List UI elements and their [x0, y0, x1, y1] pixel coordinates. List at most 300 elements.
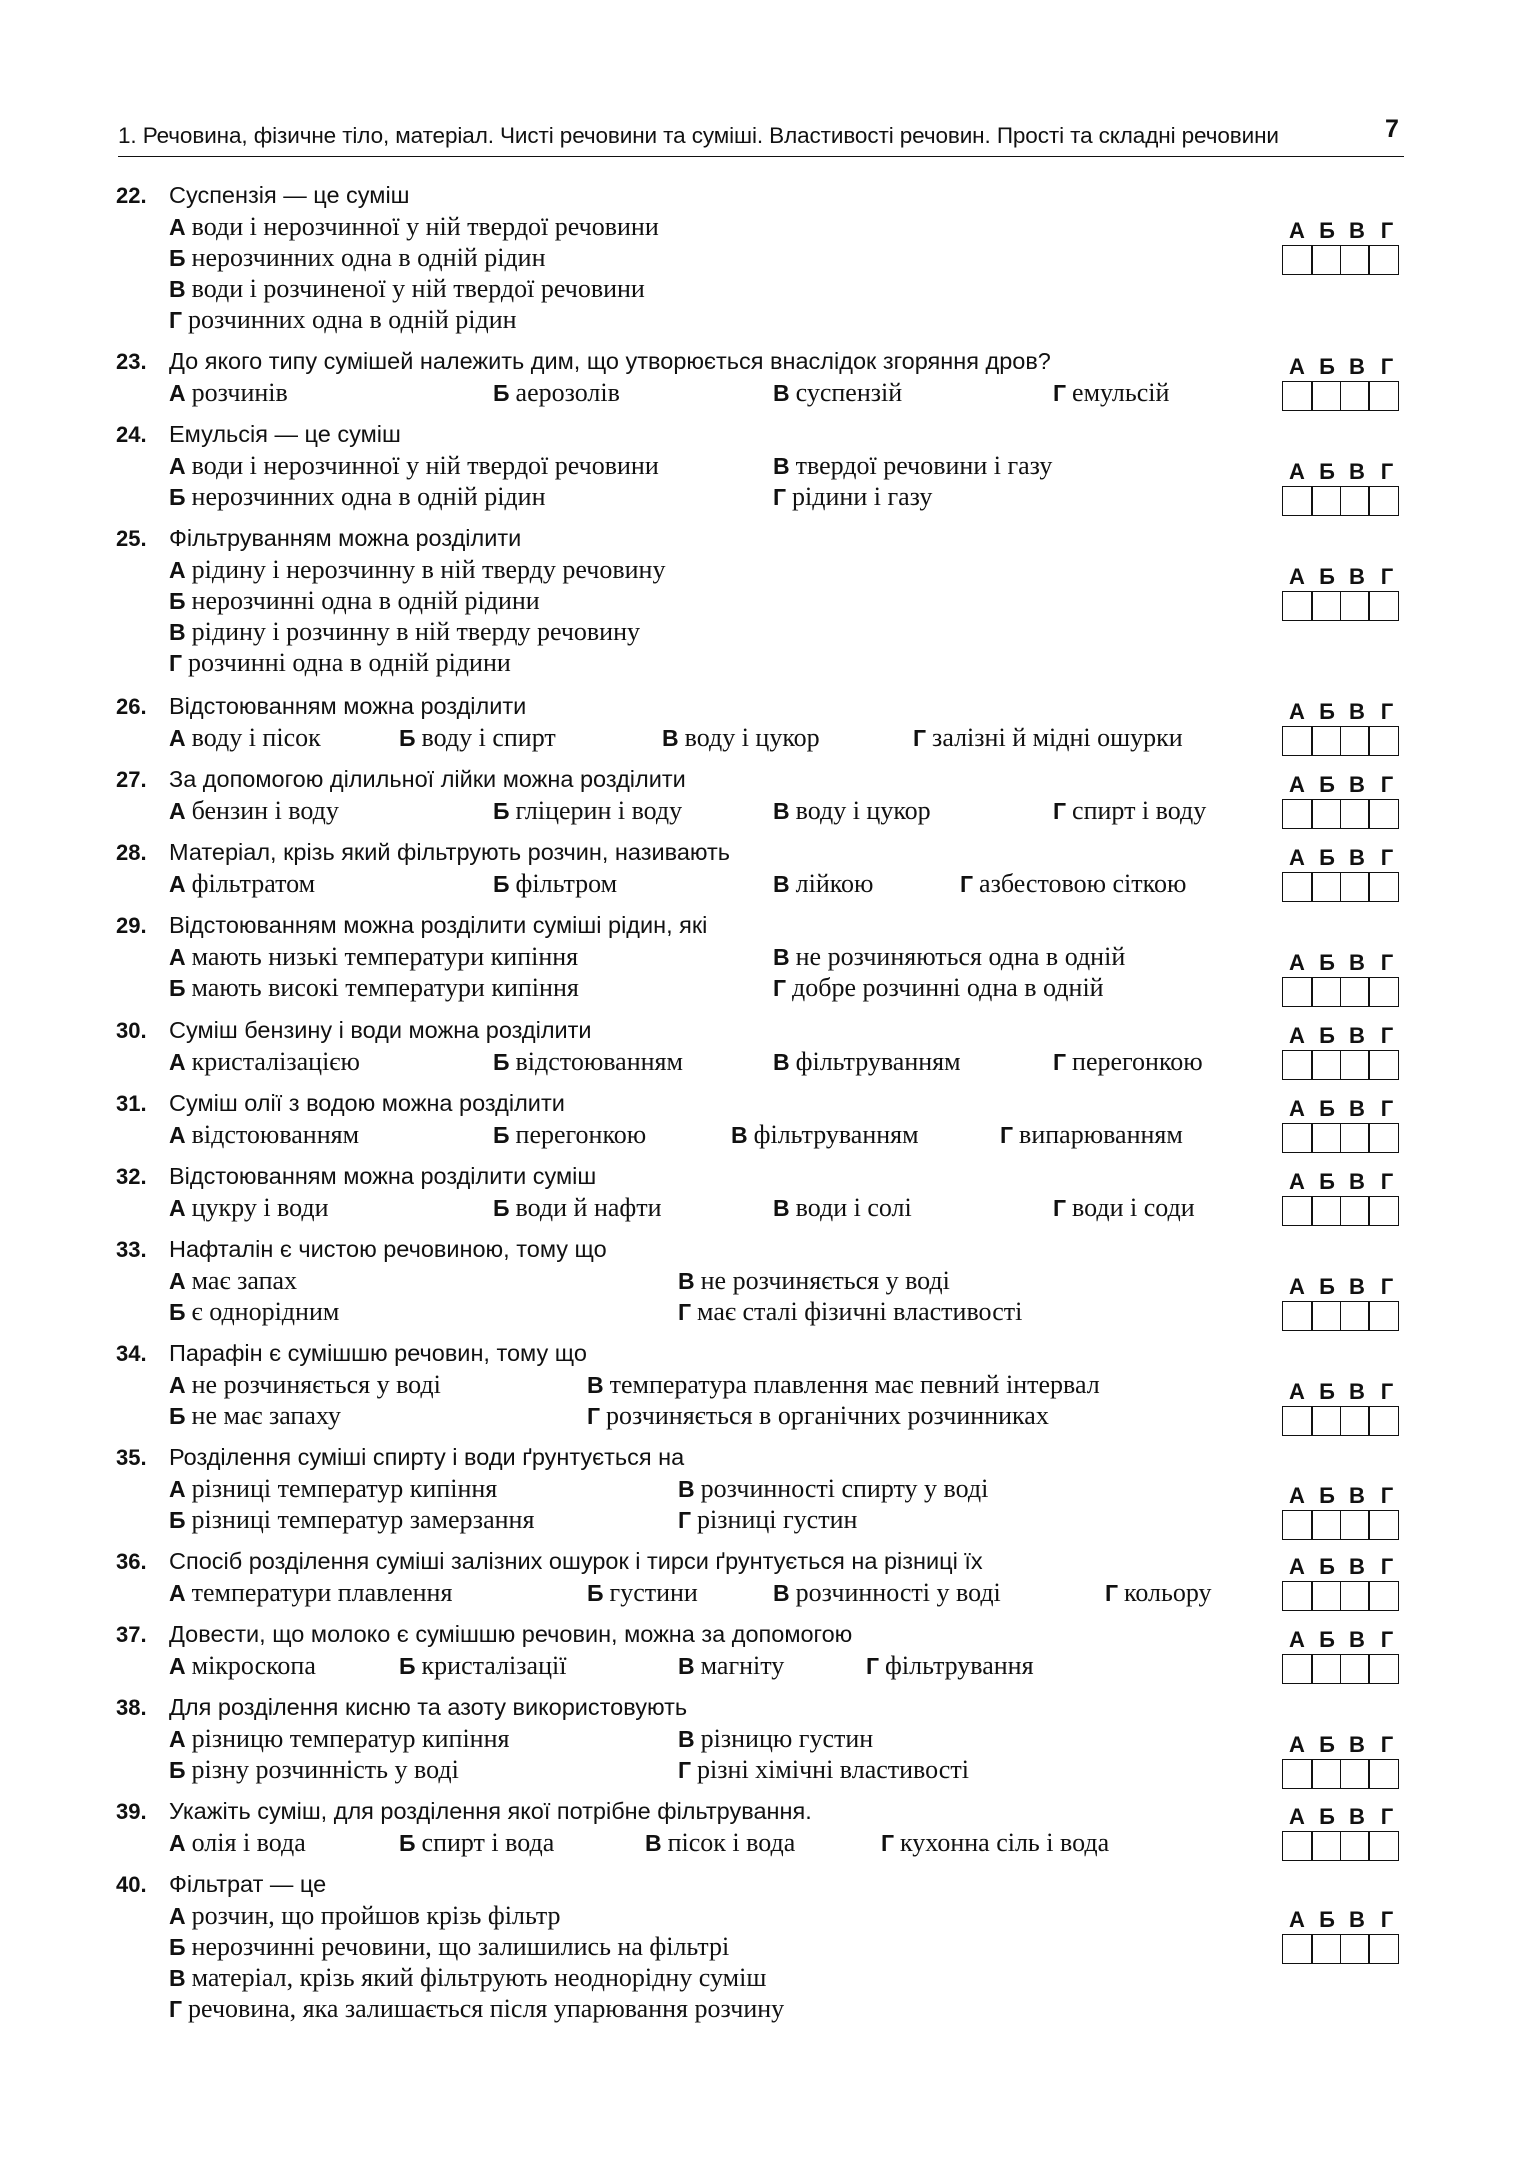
answer-checkbox[interactable] [1282, 1510, 1313, 1540]
answer-option [169, 1192, 329, 1224]
option-letter: Г [1000, 1122, 1014, 1148]
answer-checkbox[interactable] [1368, 1654, 1399, 1684]
option-text: речовина, яка залишається після упарювання розчину [188, 1994, 785, 2023]
option-letter: Б [399, 725, 416, 751]
answer-option [773, 377, 902, 409]
answer-checkbox[interactable] [1340, 1301, 1371, 1331]
option-text: нерозчинних одна в одній рідин [191, 243, 546, 272]
answer-option [493, 1046, 683, 1078]
answer-grid-letter: А [1289, 1379, 1305, 1404]
option-text: різниці температур замерзання [191, 1505, 535, 1534]
answer-option [169, 554, 665, 586]
option-text: спирт і вода [421, 1828, 555, 1857]
answer-option [678, 1723, 873, 1755]
option-text: суспензій [795, 378, 903, 407]
answer-grid-header [1282, 1553, 1404, 1580]
option-text: має сталі фізичні властивості [697, 1297, 1023, 1326]
answer-checkbox[interactable] [1282, 591, 1313, 621]
answer-option [169, 1650, 316, 1682]
option-letter: А [169, 1653, 186, 1679]
answer-grid-letter: В [1349, 1023, 1365, 1048]
answer-checkbox[interactable] [1311, 1510, 1342, 1540]
answer-grid-letter: Б [1319, 1096, 1335, 1121]
answer-checkbox[interactable] [1340, 1123, 1371, 1153]
question-stem: За допомогою ділильної лійки можна розділити [169, 766, 686, 792]
option-text: має запах [191, 1266, 298, 1295]
answer-grid-header [1282, 1482, 1404, 1509]
option-text: різницю густин [700, 1724, 874, 1753]
option-text: мають низькі температури кипіння [191, 942, 579, 971]
answer-grid-letter: В [1349, 218, 1365, 243]
answer-option [169, 1962, 766, 1994]
option-text: лійкою [795, 869, 874, 898]
answer-checkbox[interactable] [1368, 1123, 1399, 1153]
answer-checkbox[interactable] [1282, 1301, 1313, 1331]
answer-option [678, 1504, 857, 1536]
option-letter: Г [773, 975, 787, 1001]
option-letter: А [169, 1268, 186, 1294]
answer-option [169, 304, 517, 336]
option-letter: А [169, 453, 186, 479]
answer-grid-letter: В [1349, 459, 1365, 484]
question-number: 37. [116, 1622, 147, 1647]
answer-grid-letter: Г [1380, 1732, 1394, 1757]
question-number: 33. [116, 1237, 147, 1262]
answer-grid [1282, 1803, 1404, 1861]
answer-checkbox[interactable] [1340, 1654, 1371, 1684]
option-letter: В [678, 1268, 695, 1294]
option-text: розчинності у воді [795, 1578, 1001, 1607]
option-text: не має запаху [191, 1401, 341, 1430]
answer-checkbox[interactable] [1340, 1759, 1371, 1789]
option-text: рідину і розчинну в ній тверду речовину [191, 617, 641, 646]
option-letter: Г [1053, 380, 1067, 406]
question-stem: Відстоюванням можна розділити суміш [169, 1163, 597, 1189]
answer-grid-letter: Г [1380, 354, 1394, 379]
question-stem: До якого типу сумішей належить дим, що утворюється внаслідок згоряння дров? [169, 348, 1051, 374]
option-text: рідини і газу [792, 482, 933, 511]
option-letter: Б [169, 484, 186, 510]
answer-checkbox[interactable] [1368, 726, 1399, 756]
answer-option [493, 795, 682, 827]
answer-option [399, 722, 556, 754]
answer-checkbox[interactable] [1282, 1759, 1313, 1789]
answer-option [678, 1265, 950, 1297]
answer-grid-letter: Б [1319, 1732, 1335, 1757]
answer-option [169, 481, 546, 513]
answer-option [169, 616, 640, 648]
answer-grid-letter: В [1349, 1096, 1365, 1121]
answer-grid-letter: А [1289, 1483, 1305, 1508]
option-text: азбестовою сіткою [979, 869, 1187, 898]
answer-option [1053, 795, 1206, 827]
answer-option [169, 1296, 339, 1328]
option-letter: В [169, 619, 186, 645]
answer-grid [1282, 1022, 1404, 1080]
answer-grid-letter: Г [1380, 1554, 1394, 1579]
answer-checkbox[interactable] [1311, 1050, 1342, 1080]
option-letter: А [169, 1580, 186, 1606]
option-letter: Г [913, 725, 927, 751]
answer-grid-letter: А [1289, 1274, 1305, 1299]
option-letter: А [169, 1049, 186, 1075]
answer-checkbox[interactable] [1282, 977, 1313, 1007]
answer-option [169, 722, 321, 754]
option-letter: А [169, 798, 186, 824]
option-text: кольору [1124, 1578, 1212, 1607]
option-letter: Б [587, 1580, 604, 1606]
option-text: води і нерозчинної у ній твердої речовини [191, 451, 659, 480]
answer-grid-boxes [1282, 486, 1404, 516]
answer-option [169, 273, 645, 305]
answer-checkbox[interactable] [1340, 1196, 1371, 1226]
answer-option [169, 868, 315, 900]
answer-option [169, 585, 540, 617]
answer-grid-letter: Б [1319, 845, 1335, 870]
answer-checkbox[interactable] [1311, 872, 1342, 902]
answer-checkbox[interactable] [1282, 1196, 1313, 1226]
option-text: різні хімічні властивості [697, 1755, 969, 1784]
option-text: не розчиняється у воді [191, 1370, 441, 1399]
answer-option [587, 1369, 1100, 1401]
answer-option [678, 1296, 1022, 1328]
answer-grid-letter: В [1349, 1627, 1365, 1652]
answer-option [169, 1504, 534, 1536]
question-stem: Суміш олії з водою можна розділити [169, 1090, 565, 1116]
answer-option [169, 1827, 306, 1859]
option-text: води і солі [795, 1193, 912, 1222]
answer-checkbox[interactable] [1311, 591, 1342, 621]
question-number: 25. [116, 526, 147, 551]
answer-grid-letter: В [1349, 1804, 1365, 1829]
option-letter: В [773, 1195, 790, 1221]
option-text: води і соди [1072, 1193, 1195, 1222]
answer-checkbox[interactable] [1282, 1406, 1313, 1436]
answer-checkbox[interactable] [1368, 1196, 1399, 1226]
answer-grid-boxes [1282, 381, 1404, 411]
answer-checkbox[interactable] [1340, 1050, 1371, 1080]
answer-checkbox[interactable] [1282, 1654, 1313, 1684]
option-text: фільтруванням [795, 1047, 961, 1076]
answer-checkbox[interactable] [1282, 799, 1313, 829]
answer-grid-header [1282, 563, 1404, 590]
answer-option [1053, 377, 1169, 409]
option-text: перегонкою [1072, 1047, 1203, 1076]
answer-grid-letter: Г [1380, 950, 1394, 975]
answer-grid-letter: А [1289, 354, 1305, 379]
answer-option [493, 1192, 662, 1224]
answer-option [678, 1473, 988, 1505]
answer-checkbox[interactable] [1282, 1831, 1313, 1861]
option-letter: Г [1053, 1195, 1067, 1221]
answer-checkbox[interactable] [1340, 1934, 1371, 1964]
answer-grid-header [1282, 1731, 1404, 1758]
option-text: кухонна сіль і вода [900, 1828, 1110, 1857]
answer-checkbox[interactable] [1311, 1759, 1342, 1789]
answer-option [169, 795, 339, 827]
answer-grid-letter: А [1289, 950, 1305, 975]
answer-checkbox[interactable] [1311, 1123, 1342, 1153]
option-text: температура плавлення має певний інтервал [609, 1370, 1100, 1399]
answer-grid-letter: Б [1319, 1627, 1335, 1652]
answer-checkbox[interactable] [1311, 1654, 1342, 1684]
option-letter: В [169, 1965, 186, 1991]
answer-checkbox[interactable] [1311, 1301, 1342, 1331]
answer-option [773, 481, 932, 513]
answer-checkbox[interactable] [1368, 591, 1399, 621]
answer-checkbox[interactable] [1311, 977, 1342, 1007]
option-text: перегонкою [515, 1120, 647, 1149]
answer-grid-letter: Г [1380, 564, 1394, 589]
answer-checkbox[interactable] [1311, 1581, 1342, 1611]
option-text: відстоюванням [191, 1120, 360, 1149]
answer-option [913, 722, 1183, 754]
answer-checkbox[interactable] [1368, 1050, 1399, 1080]
option-letter: Г [960, 871, 974, 897]
answer-grid-letter: Б [1319, 564, 1335, 589]
answer-grid [1282, 1273, 1404, 1331]
answer-option [169, 1119, 359, 1151]
question-number: 38. [116, 1695, 147, 1720]
answer-checkbox[interactable] [1311, 381, 1342, 411]
question-number: 28. [116, 840, 147, 865]
question-stem: Довести, що молоко є сумішшю речовин, можна за допомогою [169, 1621, 853, 1647]
answer-checkbox[interactable] [1368, 799, 1399, 829]
option-text: твердої речовини і газу [795, 451, 1053, 480]
answer-grid-boxes [1282, 1510, 1404, 1540]
answer-checkbox[interactable] [1282, 1123, 1313, 1153]
answer-checkbox[interactable] [1311, 245, 1342, 275]
answer-checkbox[interactable] [1340, 486, 1371, 516]
answer-option [169, 941, 578, 973]
answer-checkbox[interactable] [1311, 1934, 1342, 1964]
answer-checkbox[interactable] [1340, 1581, 1371, 1611]
question-number: 22. [116, 183, 147, 208]
answer-grid-letter: А [1289, 564, 1305, 589]
answer-checkbox[interactable] [1340, 799, 1371, 829]
option-text: пісок і вода [667, 1828, 796, 1857]
answer-checkbox[interactable] [1368, 381, 1399, 411]
answer-grid-boxes [1282, 1654, 1404, 1684]
answer-grid-header [1282, 1168, 1404, 1195]
answer-option [169, 1993, 784, 2025]
answer-grid-header [1282, 458, 1404, 485]
question-stem: Емульсія — це суміш [169, 421, 401, 447]
answer-checkbox[interactable] [1340, 1406, 1371, 1436]
option-text: кристалізацією [191, 1047, 360, 1076]
option-letter: Г [169, 1996, 183, 2022]
option-text: добре розчинні одна в одній [792, 973, 1104, 1002]
question-number: 29. [116, 913, 147, 938]
answer-checkbox[interactable] [1368, 486, 1399, 516]
answer-checkbox[interactable] [1368, 872, 1399, 902]
option-text: кристалізації [421, 1651, 567, 1680]
answer-checkbox[interactable] [1311, 799, 1342, 829]
answer-grid [1282, 1482, 1404, 1540]
question-number: 36. [116, 1549, 147, 1574]
option-letter: В [587, 1372, 604, 1398]
answer-grid-letter: В [1349, 1274, 1365, 1299]
answer-checkbox[interactable] [1368, 1831, 1399, 1861]
answer-option [1000, 1119, 1183, 1151]
option-letter: В [773, 380, 790, 406]
answer-option [169, 1369, 441, 1401]
running-head: 1. Речовина, фізичне тіло, матеріал. Чисті речовини та суміші. Властивості речовин. Прості та складні речовини [118, 123, 1279, 148]
answer-grid-boxes [1282, 977, 1404, 1007]
answer-grid [1282, 353, 1404, 411]
option-text: різницю температур кипіння [191, 1724, 510, 1753]
answer-grid-letter: А [1289, 699, 1305, 724]
answer-option [169, 647, 511, 679]
option-letter: Г [587, 1403, 601, 1429]
answer-checkbox[interactable] [1340, 245, 1371, 275]
answer-option [881, 1827, 1109, 1859]
answer-checkbox[interactable] [1340, 977, 1371, 1007]
answer-option [169, 242, 546, 274]
answer-grid [1282, 771, 1404, 829]
answer-grid [1282, 458, 1404, 516]
answer-grid-header [1282, 949, 1404, 976]
answer-checkbox[interactable] [1282, 872, 1313, 902]
answer-checkbox[interactable] [1311, 1406, 1342, 1436]
question-stem: Відстоюванням можна розділити [169, 693, 527, 719]
option-letter: Б [169, 588, 186, 614]
answer-checkbox[interactable] [1368, 245, 1399, 275]
option-letter: В [773, 944, 790, 970]
answer-option [399, 1650, 566, 1682]
answer-checkbox[interactable] [1368, 1759, 1399, 1789]
answer-grid-letter: В [1349, 1554, 1365, 1579]
answer-checkbox[interactable] [1311, 1196, 1342, 1226]
answer-grid-boxes [1282, 1050, 1404, 1080]
answer-grid-letter: Б [1319, 1023, 1335, 1048]
answer-checkbox[interactable] [1368, 1301, 1399, 1331]
option-text: різниці температур кипіння [191, 1474, 498, 1503]
answer-grid-letter: Б [1319, 772, 1335, 797]
answer-checkbox[interactable] [1368, 1510, 1399, 1540]
option-text: температури плавлення [191, 1578, 453, 1607]
answer-grid-letter: Б [1319, 699, 1335, 724]
answer-grid-letter: Г [1380, 1169, 1394, 1194]
question-number: 39. [116, 1799, 147, 1824]
answer-option [773, 1577, 1001, 1609]
answer-checkbox[interactable] [1340, 1831, 1371, 1861]
answer-option [587, 1577, 698, 1609]
option-text: різниці густин [697, 1505, 858, 1534]
answer-checkbox[interactable] [1368, 1581, 1399, 1611]
answer-grid-letter: А [1289, 1096, 1305, 1121]
answer-grid-boxes [1282, 1406, 1404, 1436]
option-letter: Б [493, 1195, 510, 1221]
option-letter: А [169, 214, 186, 240]
option-text: густини [609, 1578, 698, 1607]
option-letter: А [169, 380, 186, 406]
answer-grid-letter: А [1289, 1169, 1305, 1194]
answer-option [773, 1192, 912, 1224]
answer-option [773, 795, 931, 827]
answer-checkbox[interactable] [1340, 381, 1371, 411]
answer-checkbox[interactable] [1311, 486, 1342, 516]
answer-checkbox[interactable] [1282, 245, 1313, 275]
question-stem: Нафталін є чистою речовиною, тому що [169, 1236, 607, 1262]
option-letter: В [678, 1653, 695, 1679]
answer-grid-boxes [1282, 1759, 1404, 1789]
answer-checkbox[interactable] [1282, 1581, 1313, 1611]
option-letter: Г [1105, 1580, 1119, 1606]
answer-grid-letter: Г [1380, 845, 1394, 870]
answer-grid-boxes [1282, 1196, 1404, 1226]
answer-checkbox[interactable] [1282, 1050, 1313, 1080]
question-stem: Фільтруванням можна розділити [169, 525, 522, 551]
answer-checkbox[interactable] [1368, 1406, 1399, 1436]
question-number: 31. [116, 1091, 147, 1116]
answer-grid-header [1282, 844, 1404, 871]
answer-grid-letter: Г [1380, 1274, 1394, 1299]
answer-grid-header [1282, 1906, 1404, 1933]
option-text: цукру і води [191, 1193, 329, 1222]
answer-grid-letter: Б [1319, 950, 1335, 975]
answer-option [169, 1400, 341, 1432]
question-number: 32. [116, 1164, 147, 1189]
answer-grid-header [1282, 1095, 1404, 1122]
answer-grid-header [1282, 217, 1404, 244]
option-letter: А [169, 1476, 186, 1502]
answer-checkbox[interactable] [1282, 486, 1313, 516]
answer-grid [1282, 1095, 1404, 1153]
answer-checkbox[interactable] [1368, 977, 1399, 1007]
answer-option [960, 868, 1186, 900]
option-text: аерозолів [515, 378, 620, 407]
answer-checkbox[interactable] [1311, 726, 1342, 756]
question-stem: Парафін є сумішшю речовин, тому що [169, 1340, 587, 1366]
option-text: випарюванням [1019, 1120, 1183, 1149]
answer-checkbox[interactable] [1311, 1831, 1342, 1861]
answer-grid [1282, 1168, 1404, 1226]
option-letter: Г [1053, 1049, 1067, 1075]
option-text: мікроскопа [191, 1651, 316, 1680]
answer-checkbox[interactable] [1340, 591, 1371, 621]
answer-grid [1282, 217, 1404, 275]
answer-option [773, 941, 1125, 973]
answer-option [169, 1046, 360, 1078]
answer-grid-letter: Г [1380, 1023, 1394, 1048]
answer-checkbox[interactable] [1282, 381, 1313, 411]
option-letter: Г [678, 1507, 692, 1533]
answer-checkbox[interactable] [1340, 872, 1371, 902]
answer-checkbox[interactable] [1368, 1934, 1399, 1964]
answer-grid-letter: Г [1380, 1096, 1394, 1121]
answer-checkbox[interactable] [1282, 726, 1313, 756]
question-stem: Спосіб розділення суміші залізних ошурок і тирси ґрунтується на різниці їх [169, 1548, 983, 1574]
answer-grid-letter: А [1289, 1554, 1305, 1579]
option-text: води і нерозчинної у ній твердої речовини [191, 212, 659, 241]
answer-grid-letter: Г [1380, 772, 1394, 797]
answer-grid-letter: А [1289, 845, 1305, 870]
answer-checkbox[interactable] [1282, 1934, 1313, 1964]
option-text: є однорідним [191, 1297, 340, 1326]
answer-grid-letter: В [1349, 564, 1365, 589]
answer-checkbox[interactable] [1340, 1510, 1371, 1540]
answer-option [169, 1473, 497, 1505]
answer-checkbox[interactable] [1340, 726, 1371, 756]
question-number: 27. [116, 767, 147, 792]
answer-grid-letter: В [1349, 1907, 1365, 1932]
answer-grid-letter: Г [1380, 218, 1394, 243]
option-text: розчинні одна в одній рідини [188, 648, 511, 677]
answer-option [645, 1827, 795, 1859]
answer-option [169, 1900, 561, 1932]
question-number: 26. [116, 694, 147, 719]
